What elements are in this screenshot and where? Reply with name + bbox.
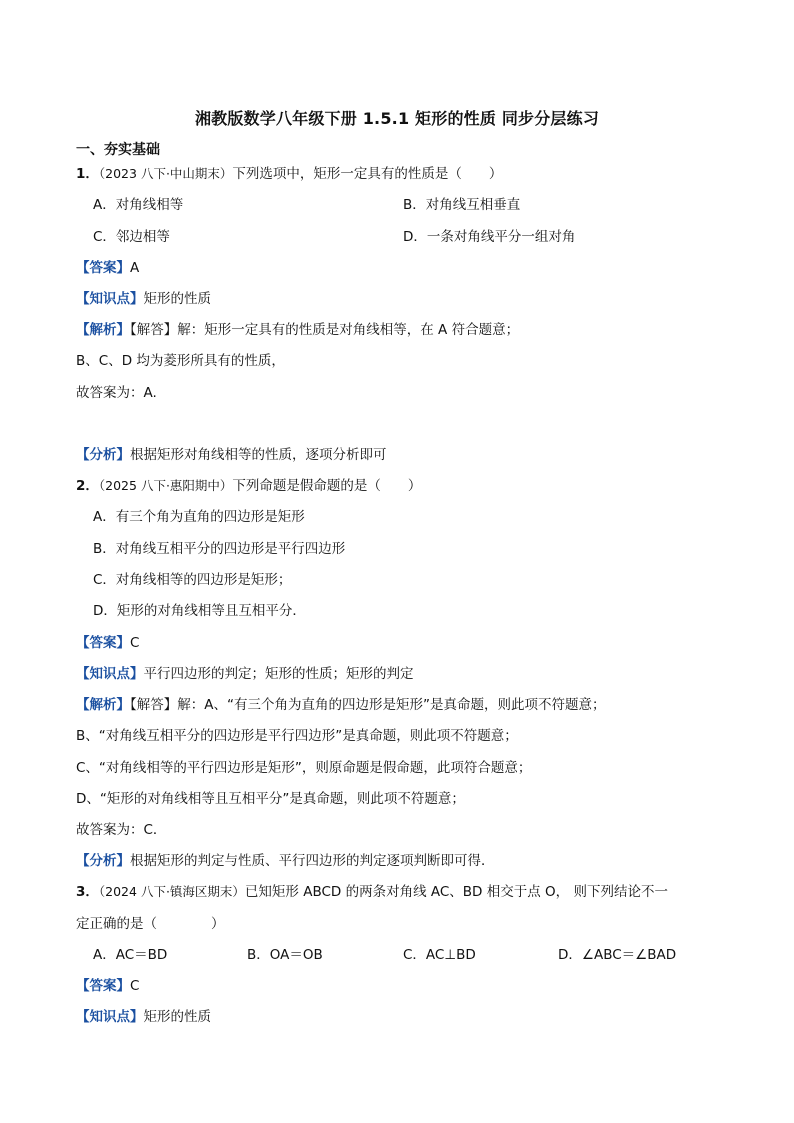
q3-knowledge-point [76,1008,211,1026]
explanation-text: 根据矩形对角线相等的性质，逐项分析即可 [130,447,387,463]
q1-option-b: B．对角线互相垂直 [403,197,521,213]
q1-option-c: C．邻边相等 [93,229,170,245]
q1-analysis [76,321,519,339]
question-2-stem [76,477,421,495]
knowledge-text: 矩形的性质 [143,1009,211,1025]
answer-value: C [130,635,140,651]
q1-option-d: D．一条对角线平分一组对角 [403,229,576,245]
q1-explanation [76,446,387,464]
q2-answer [76,634,139,652]
q2-explanation [76,852,495,870]
explanation-tag: 【分析】 [76,853,130,869]
question-source: （2025 八下·惠阳期中） [98,478,233,493]
knowledge-text: 平行四边形的判定；矩形的性质；矩形的判定 [143,666,414,682]
answer-tag: 【答案】 [76,635,130,651]
q2-option-d: D．矩形的对角线相等且互相平分． [93,603,306,619]
analysis-tag: 【解析】 [76,697,130,713]
q1-answer [76,259,139,277]
q1-option-a: A．对角线相等 [93,197,184,213]
q2-option-b: B．对角线互相平分的四边形是平行四边形 [93,541,346,557]
q3-answer [76,977,139,995]
question-number: 3． [76,884,99,900]
question-number: 2． [76,478,99,494]
q2-knowledge-point [76,665,414,683]
section-heading: 一、夯实基础 [76,142,160,158]
q3-option-b: B．OA＝OB [247,947,323,963]
q2-option-a: A．有三个角为直角的四边形是矩形 [93,509,305,525]
question-text: 下列选项中，矩形一定具有的性质是（ ） [232,166,503,182]
q2-analysis-line-2: B、“对角线互相平分的四边形是平行四边形”是真命题，则此项不符题意； [76,728,518,744]
analysis-text: 【解答】解：矩形一定具有的性质是对角线相等，在 A 符合题意； [130,322,520,338]
answer-tag: 【答案】 [76,978,130,994]
q3-option-c: C．AC⊥BD [403,947,476,963]
q2-analysis-line-3: C、“对角线相等的平行四边形是矩形”，则原命题是假命题，此项符合题意； [76,760,532,776]
q1-analysis-line-2: B、C、D 均为菱形所具有的性质， [76,353,285,369]
q1-analysis-line-3: 故答案为：A. [76,385,157,401]
question-3-stem [76,883,668,901]
answer-value: A [130,260,140,276]
explanation-text: 根据矩形的判定与性质、平行四边形的判定逐项判断即可得． [130,853,495,869]
q1-knowledge-point [76,290,211,308]
question-number: 1． [76,166,99,182]
answer-value: C [130,978,140,994]
question-1-stem [76,165,502,183]
question-text: 已知矩形 ABCD 的两条对角线 AC、BD 相交于点 O， 则下列结论不一 [244,884,668,900]
explanation-tag: 【分析】 [76,447,130,463]
question-text: 下列命题是假命题的是（ ） [232,478,422,494]
q2-analysis-line-5: 故答案为：C． [76,822,167,838]
answer-tag: 【答案】 [76,260,130,276]
q2-analysis-line-4: D、“矩形的对角线相等且互相平分”是真命题，则此项不符题意； [76,791,465,807]
q2-option-c: C．对角线相等的四边形是矩形； [93,572,292,588]
knowledge-tag: 【知识点】 [76,291,144,307]
question-3-stem-line-2: 定正确的是（ ） [76,916,225,932]
knowledge-text: 矩形的性质 [143,291,211,307]
knowledge-tag: 【知识点】 [76,1009,144,1025]
question-source: （2024 八下·镇海区期末） [98,884,245,899]
question-source: （2023 八下·中山期末） [98,166,233,181]
q2-analysis [76,696,605,714]
q3-option-d: D．∠ABC＝∠BAD [558,947,677,963]
analysis-tag: 【解析】 [76,322,130,338]
knowledge-tag: 【知识点】 [76,666,144,682]
analysis-text: 【解答】解：A、“有三个角为直角的四边形是矩形”是真命题，则此项不符题意； [130,697,606,713]
q3-option-a: A．AC＝BD [93,947,168,963]
page-title: 湘教版数学八年级下册 1.5.1 矩形的性质 同步分层练习 [194,109,600,128]
